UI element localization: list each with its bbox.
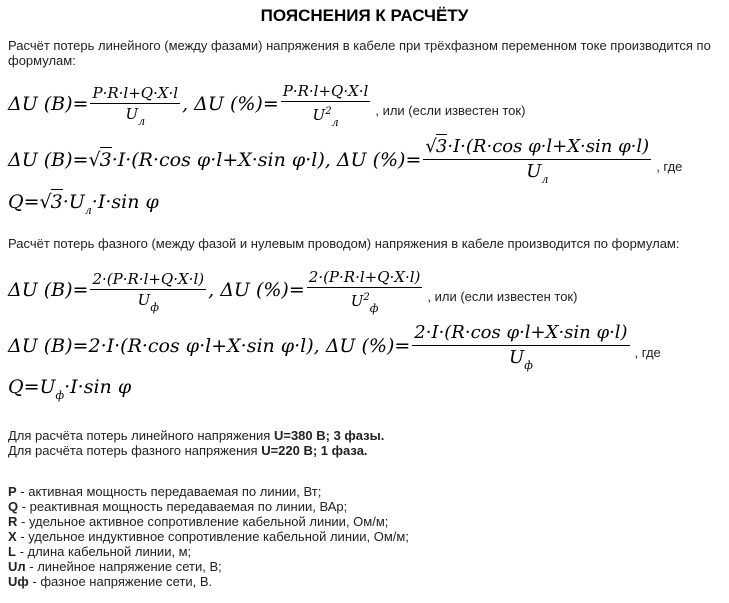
- legend-item: L - длина кабельной линии, м;: [8, 544, 192, 559]
- linear-voltage-line: Для расчёта потерь линейного напряжения U=380 В; 3 фазы.: [8, 428, 385, 443]
- phase-note-if-current: , или (если известен ток): [427, 289, 578, 304]
- formula-phase-q: $Q=U_ф\cdot I\cdot\sin$ φ: [8, 375, 132, 402]
- legend-item: P - активная мощность передаваемая по линии, Вт;: [8, 484, 322, 499]
- symbol-legend: [8, 484, 723, 589]
- phase-note-where: , где: [634, 345, 661, 360]
- linear-note-if-current: , или (если известен ток): [375, 103, 526, 118]
- phase-intro: Расчёт потерь фазного (между фазой и нулевым проводом) напряжения в кабеле производится по формулам:: [8, 236, 680, 251]
- formula-linear-power: ΔU (В)= $\frac{P\cdot R\cdot l+Q\cdot X\cdot l}{U_л}$ , ΔU (%)= $\frac{P\cdot R\cdot l+Q\cdot X\cdot l}{U^2_л}$ , или (если известен ток): [8, 82, 526, 129]
- legend-item: X - удельное индуктивное сопротивление кабельной линии, Ом/м;: [8, 529, 409, 544]
- legend-item: Q - реактивная мощность передаваемая по линии, ВАр;: [8, 499, 348, 514]
- linear-voltage-value: U=380 В; 3 фазы.: [273, 428, 385, 443]
- page-title: ПОЯСНЕНИЯ К РАСЧЁТУ: [260, 6, 469, 25]
- phase-voltage-line: Для расчёта потерь фазного напряжения U=220 В; 1 фаза.: [8, 443, 368, 458]
- linear-intro: Расчёт потерь линейного (между фазами) напряжения в кабеле при трёхфазном переменном токе производится по формулам:: [8, 38, 711, 68]
- legend-item: R - удельное активное сопротивление кабельной линии, Ом/м;: [8, 514, 389, 529]
- linear-note-where: , где: [656, 159, 683, 174]
- voltage-info: [8, 428, 723, 458]
- formula-linear-q: $Q=√3\cdot U_л\cdot I\cdot\sin$ φ: [8, 190, 159, 217]
- formula-linear-current: ΔU (В)=√3·I·(R·cos φ·l+X·sin φ·l), ΔU (%)= $\frac{\text{√3·I·(R·cos φ·l+X·sin φ·l)}}{U_л}$ , где: [8, 135, 683, 186]
- phase-voltage-value: U=220 В; 1 фаза.: [261, 443, 368, 458]
- legend-item: Uф - фазное напряжение сети, В.: [8, 574, 213, 589]
- formula-phase-current: ΔU (В)=2·I·(R·cos φ·l+X·sin φ·l), ΔU (%)= $\frac{\text{2·I·(R·cos φ·l+X·sin φ·l)}}{U_ф}$ , где: [8, 321, 661, 372]
- legend-item: Uл - линейное напряжение сети, В;: [8, 559, 222, 574]
- formula-phase-power: ΔU (В)= $\frac{2\cdot(P\cdot R\cdot l+Q\cdot X\cdot l)}{U_ф}$ , ΔU (%)= $\frac{2\cdot(P\cdot R\cdot l+Q\cdot X\cdot l)}{U^2_ф}$ , или (если известен ток): [8, 268, 578, 315]
